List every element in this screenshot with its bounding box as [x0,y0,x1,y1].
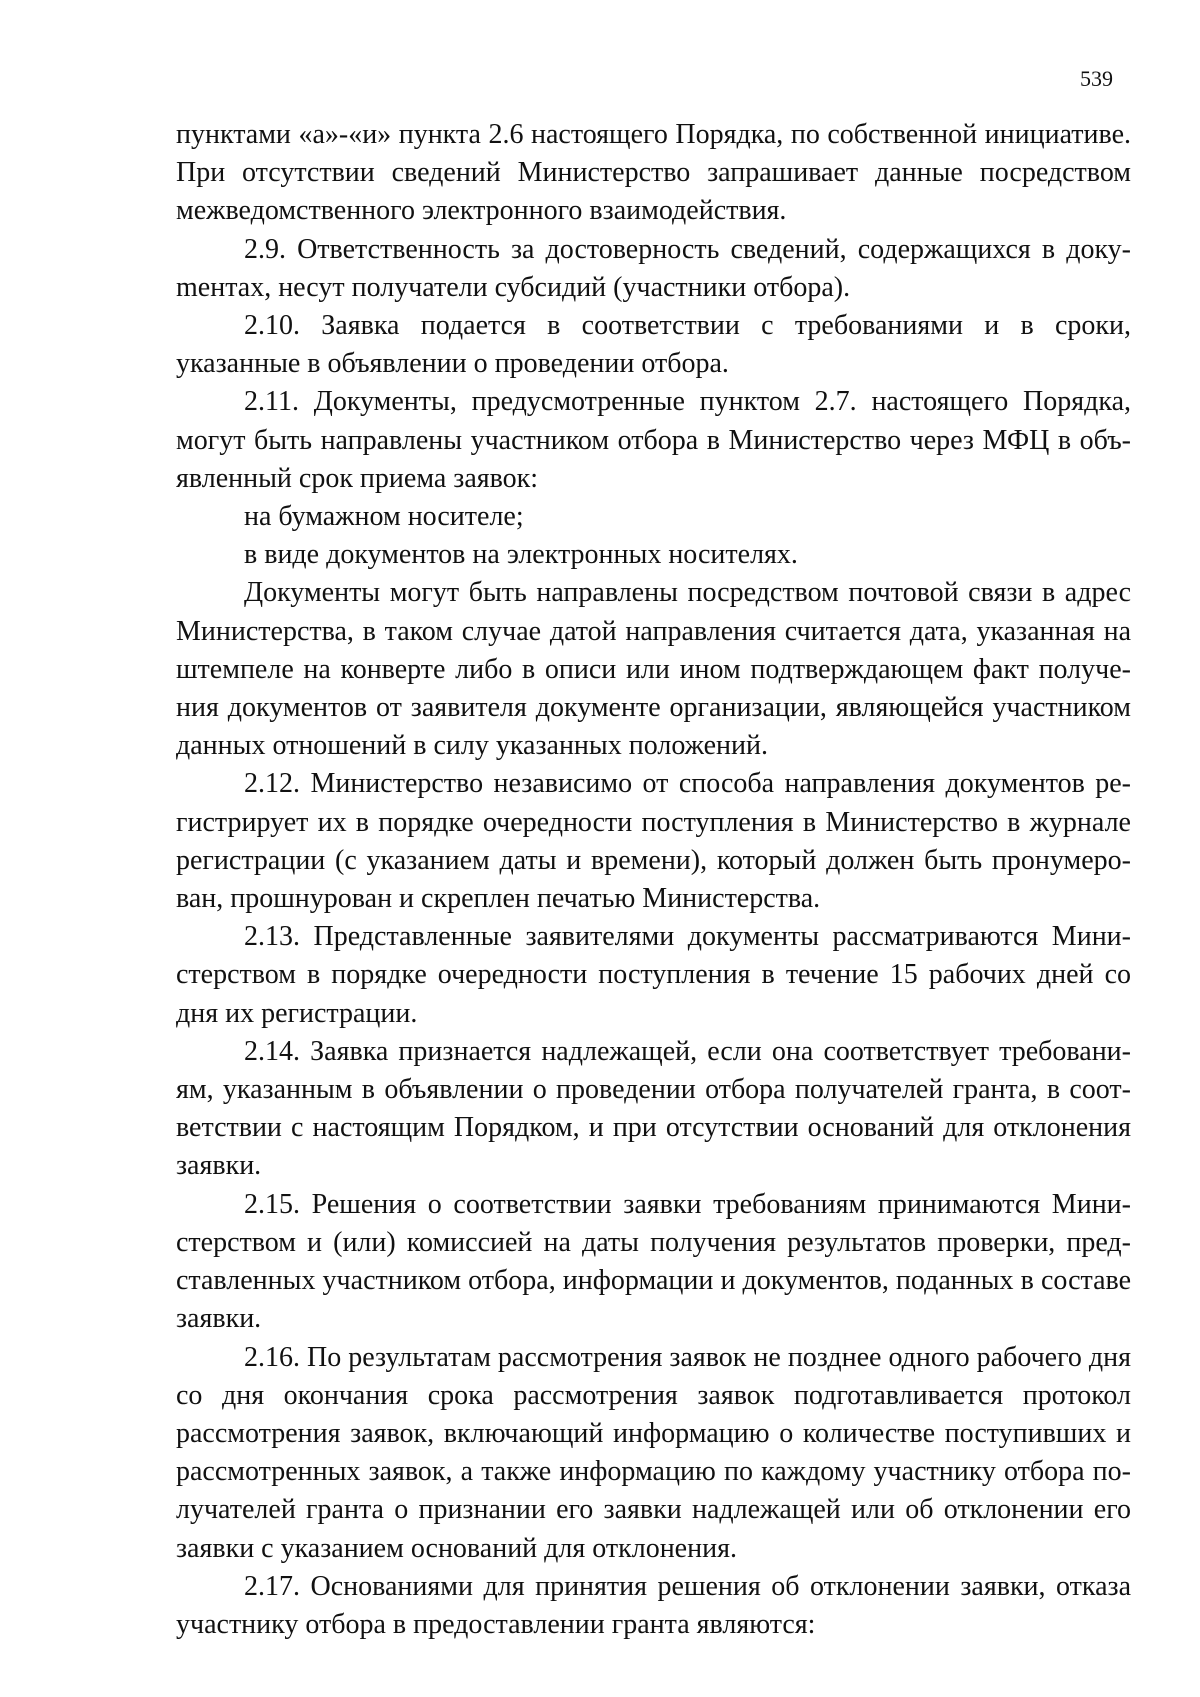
paragraph-2-12: 2.12. Министерство независимо от способа направления документов регистрирует их в порядке очередности поступления в Министерство в журнале регистрации (с указанием даты и времени), который должен быть пронумерован, прошнурован и скреплен печатью Министерства. [176,768,1131,915]
paragraph-2-16: 2.16. По результатам рассмотрения заявок не позднее одного рабочего дня со дня окончания срока рассмотрения заявок подготавливается протокол рассмотрения заявок, включающий информацию о количестве поступивших и рассмотренных заявок, а также информацию по каждому участнику отбора получателей гранта о признании его заявки надлежащей или об отклонении его заявки с указанием оснований для отклонения. [176,1341,1132,1564]
paragraph-2-10: 2.10. Заявка подается в соответствии с требованиями и в сроки, указанные в объявлении о проведении отбора. [176,310,1131,380]
paragraph-2-15: 2.15. Решения о соответствии заявки требованиям принимаются Министерством и (или) комиссией на даты получения результатов проверки, представленных участником отбора, информации и документов, поданных в составе заявки. [176,1188,1131,1335]
paragraph-2-9: 2.9. Ответственность за достоверность сведений, содержащихся в докуmентах, несут получатели субсидий (участники отбора). [176,233,1131,303]
list-item-electronic-medium: в виде документов на электронных носителях. [244,539,798,571]
paragraph-2-17: 2.17. Основаниями для принятия решения об отклонении заявки, отказа участнику отбора в предоставлении гранта являются: [176,1570,1131,1640]
list-item-paper-medium: на бумажном носителе; [244,501,524,533]
page-number: 539 [1080,66,1113,91]
paragraph-2-13: 2.13. Представленные заявителями документы рассматриваются Министерством в порядке очередности поступления в течение 15 рабочих дней со дня их регистрации. [176,921,1131,1029]
paragraph-continuation: пунктами «а»-«и» пункта 2.6 настоящего Порядка, по собственной инициативе. При отсутствии сведений Министерство запрашивает данные посредством межведомственного электронного взаимодействия. [176,119,1131,227]
paragraph-2-14: 2.14. Заявка признается надлежащей, если она соответствует требованиям, указанным в объявлении о проведении отбора получателей гранта, в соответствии с настоящим Порядком, и при отсутствии оснований для отклонения заявки. [176,1035,1131,1182]
document-body [176,116,1131,1644]
paragraph-postal-submission: Документы могут быть направлены посредством почтовой связи в адрес Министерства, в таком случае датой направления считается дата, указанная на штемпеле на конверте либо в описи или ином подтверждающем факт получения документов от заявителя документе организации, являющейся участником данных отношений в силу указанных положений. [176,577,1131,762]
paragraph-2-11: 2.11. Документы, предусмотренные пунктом 2.7. настоящего Порядка, могут быть направлены участником отбора в Министерство через МФЦ в объявленный срок приема заявок: [176,386,1131,494]
